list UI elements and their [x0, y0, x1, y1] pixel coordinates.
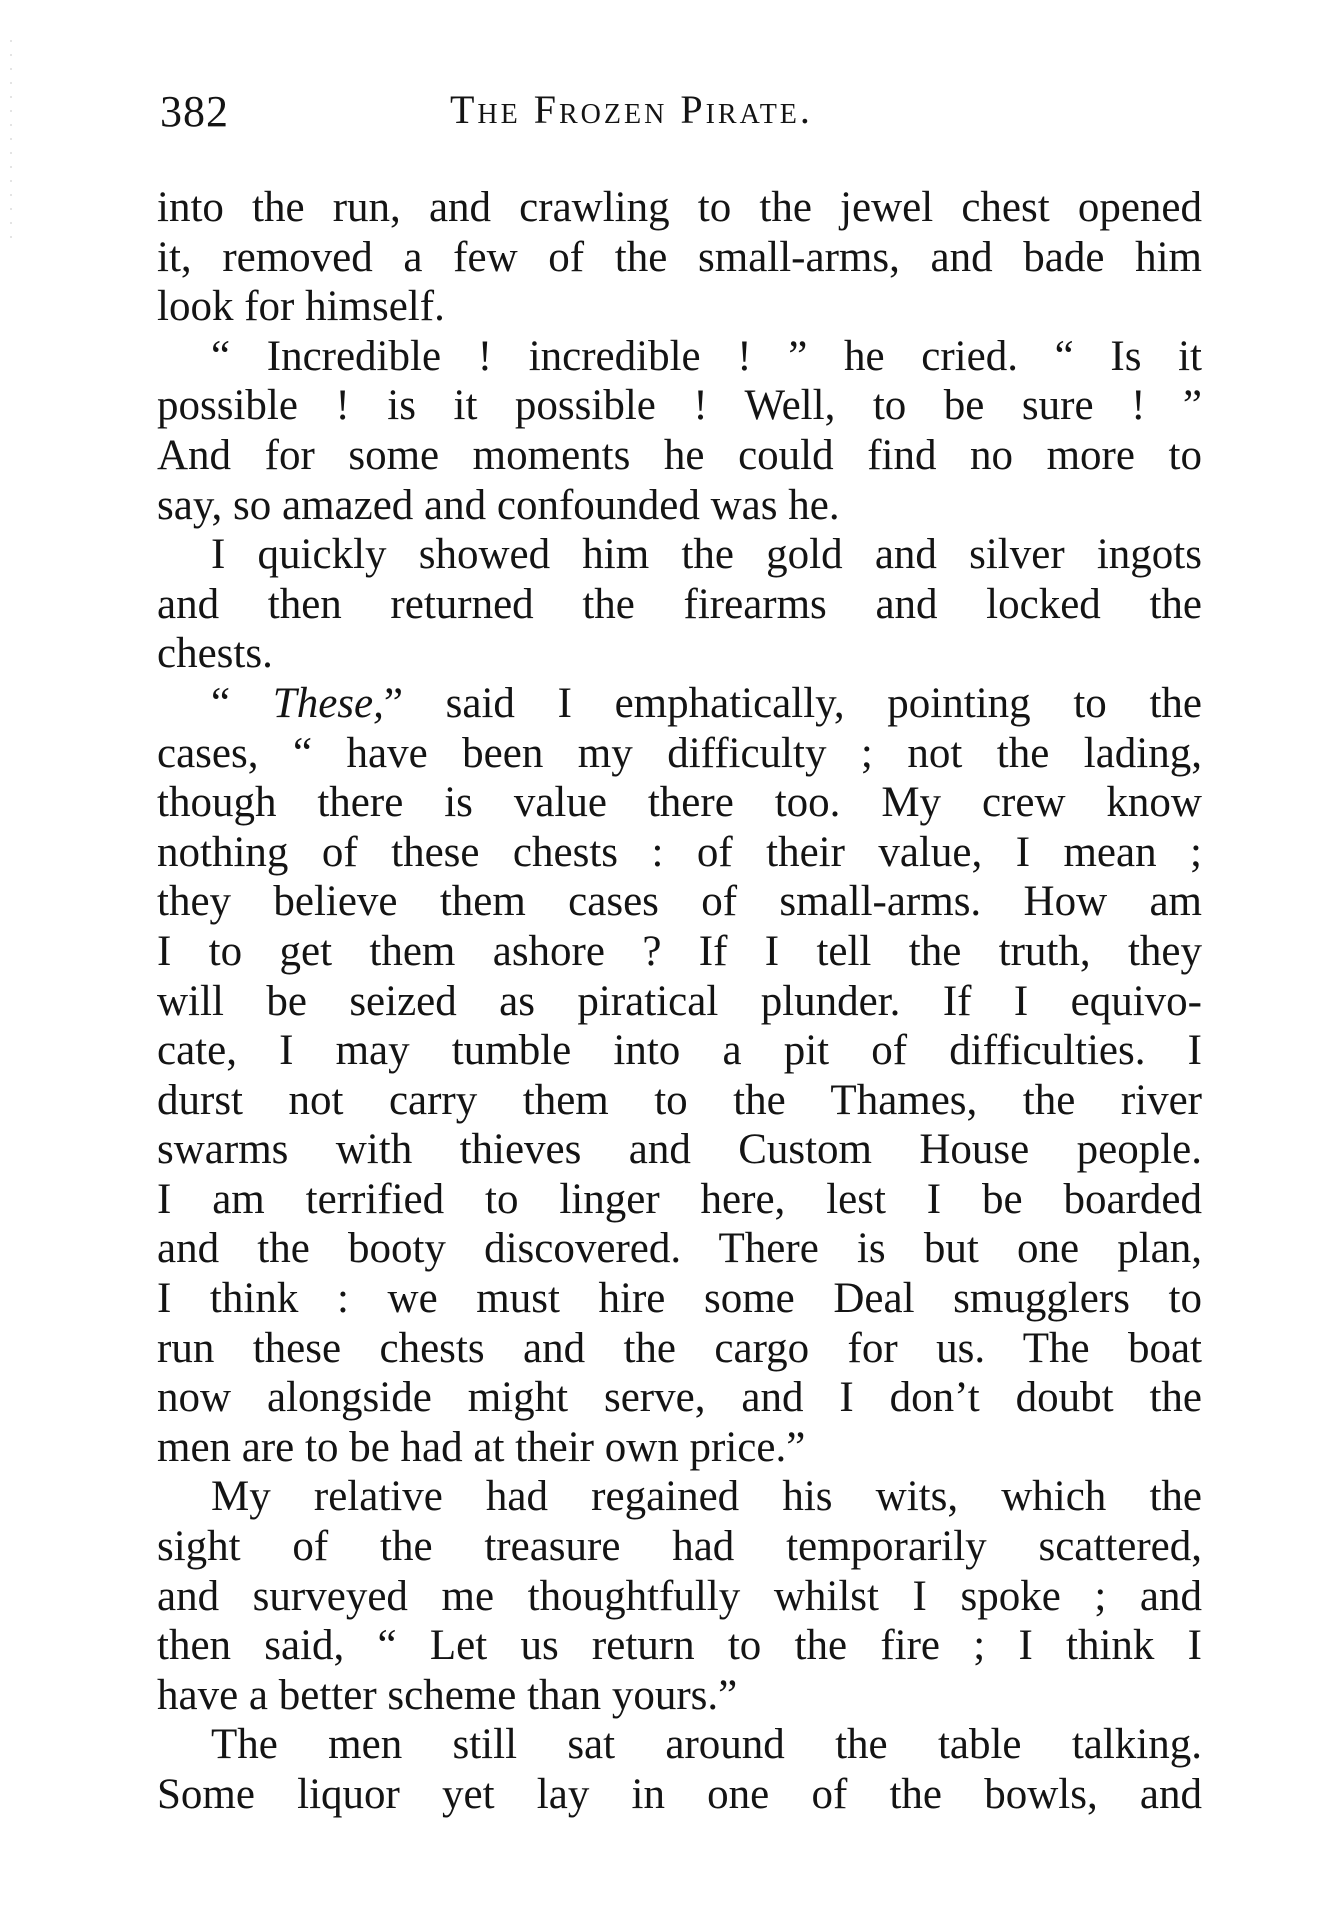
- text-line: say, so amazed and confounded was he.: [157, 481, 840, 529]
- italic-emphasis: These,: [272, 679, 384, 727]
- text-line: run these chests and the cargo for us. The boat: [157, 1324, 1202, 1372]
- body-text: [157, 183, 1202, 1820]
- running-title: The Frozen Pirate.: [450, 87, 813, 132]
- text-line: possible ! is it possible ! Well, to be sure ! ”: [157, 382, 1202, 430]
- text-line: The men still sat around the table talking.: [211, 1721, 1202, 1769]
- page-number: 382: [160, 87, 229, 136]
- text-line: I quickly showed him the gold and silver ingots: [211, 531, 1202, 579]
- text-line: [157, 679, 1202, 729]
- page-header: [160, 86, 1200, 146]
- text-line: cases, “ have been my difficulty ; not the lading,: [157, 729, 1202, 777]
- text-line: nothing of these chests : of their value, I mean ;: [157, 828, 1202, 876]
- text-line: chests.: [157, 630, 273, 678]
- text-line: I am terrified to linger here, lest I be boarded: [157, 1175, 1202, 1223]
- text-line: Some liquor yet lay in one of the bowls, and: [157, 1771, 1202, 1818]
- margin-speck: [10, 40, 12, 240]
- text-line: I to get them ashore ? If I tell the truth, they: [157, 927, 1202, 975]
- text-line: they believe them cases of small-arms. How am: [157, 878, 1202, 926]
- text-line: look for himself.: [157, 283, 445, 331]
- text-line: My relative had regained his wits, which the: [211, 1473, 1202, 1521]
- text-line: cate, I may tumble into a pit of difficulties. I: [157, 1027, 1202, 1075]
- text-line: sight of the treasure had temporarily scattered,: [157, 1523, 1202, 1571]
- text-line: men are to be had at their own price.”: [157, 1423, 806, 1471]
- text-line: swarms with thieves and Custom House people.: [157, 1126, 1202, 1174]
- text-line: And for some moments he could find no more to: [157, 431, 1202, 479]
- text-segment: ” said I emphatically, pointing to the: [383, 679, 1202, 727]
- text-line: I think : we must hire some Deal smugglers to: [157, 1275, 1202, 1323]
- text-line: have a better scheme than yours.”: [157, 1671, 738, 1719]
- text-line: and then returned the firearms and locked the: [157, 580, 1202, 628]
- text-line: it, removed a few of the small-arms, and bade him: [157, 233, 1202, 281]
- text-line: into the run, and crawling to the jewel chest opened: [157, 184, 1202, 231]
- text-segment: “: [211, 679, 273, 727]
- text-line: and surveyed me thoughtfully whilst I spoke ; and: [157, 1572, 1202, 1620]
- text-line: and the booty discovered. There is but one plan,: [157, 1225, 1202, 1273]
- text-line: “ Incredible ! incredible ! ” he cried. “ Is it: [211, 332, 1202, 380]
- text-line: then said, “ Let us return to the fire ; I think I: [157, 1622, 1202, 1670]
- text-line: now alongside might serve, and I don’t doubt the: [157, 1374, 1202, 1422]
- text-line: will be seized as piratical plunder. If I equivo-: [157, 977, 1202, 1025]
- text-line: durst not carry them to the Thames, the river: [157, 1076, 1202, 1124]
- text-line: though there is value there too. My crew know: [157, 779, 1202, 827]
